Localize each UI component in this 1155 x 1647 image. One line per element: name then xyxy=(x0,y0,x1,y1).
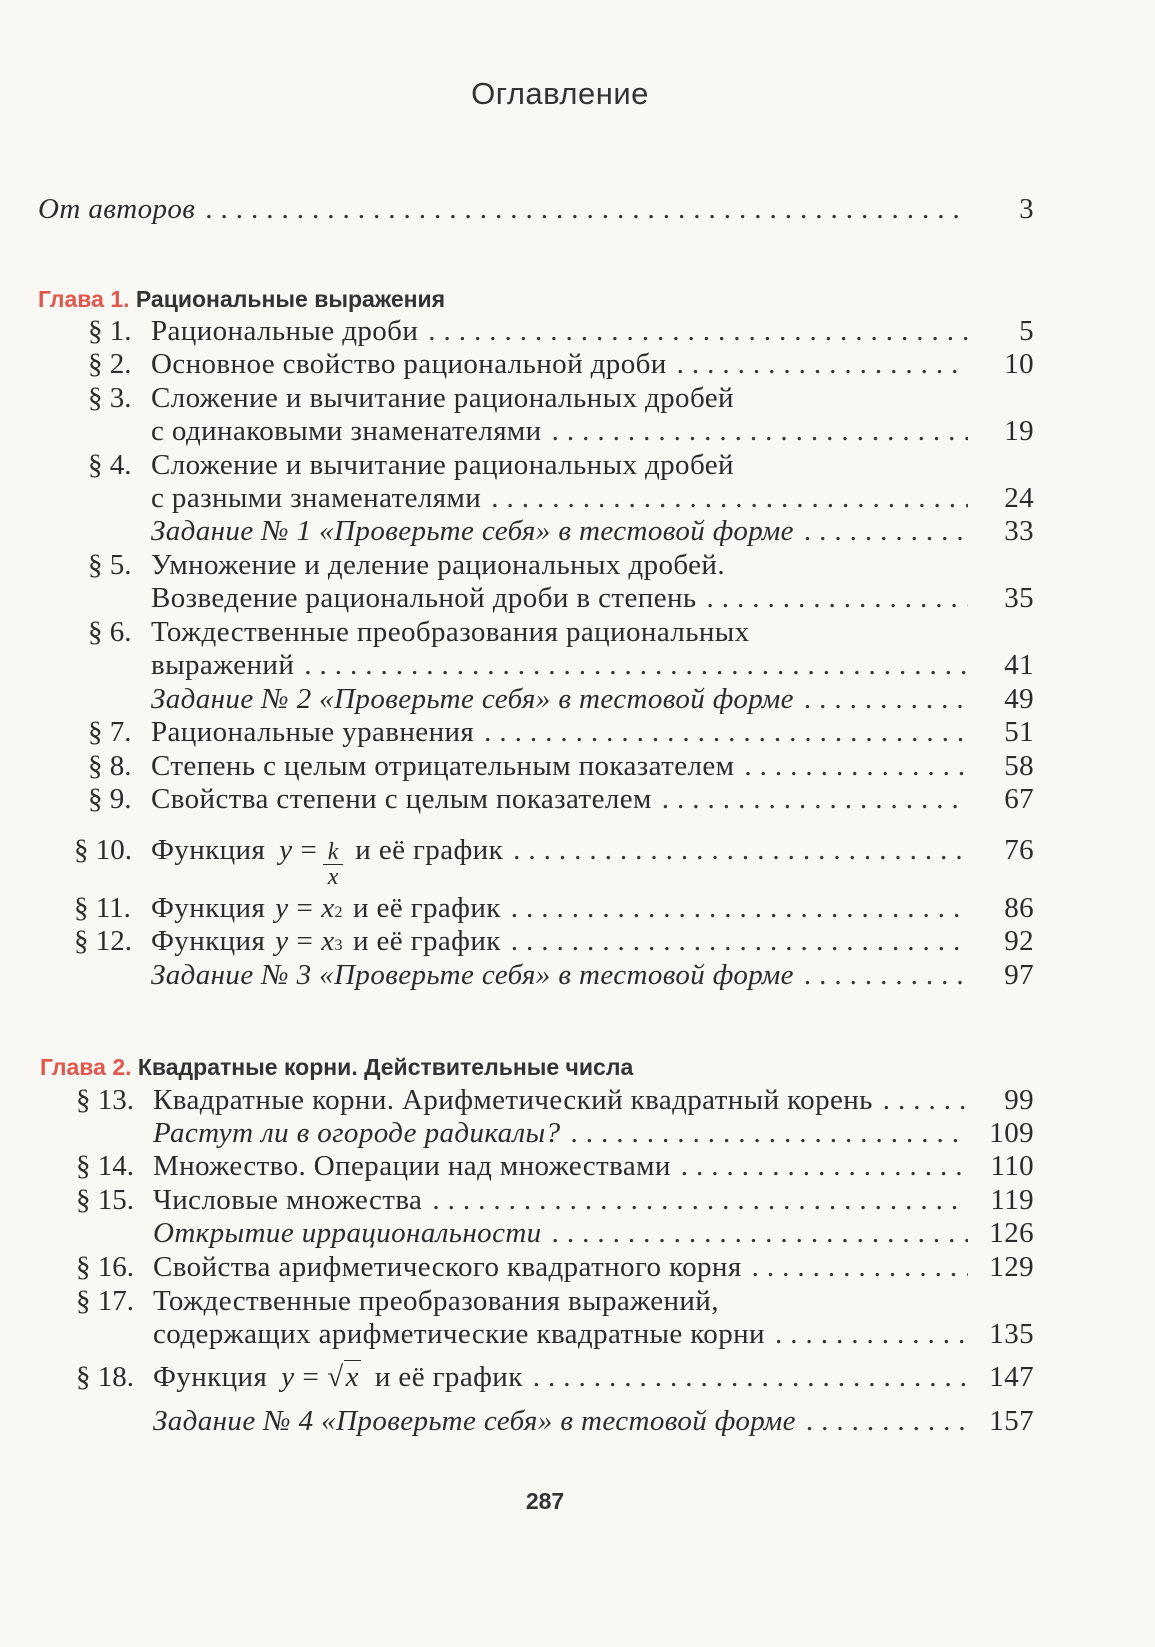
chapter-label: Глава 1. xyxy=(38,286,130,312)
entry-text-pre: Функция xyxy=(151,834,266,866)
entry-text: Задание № 2 «Проверьте себя» в тестовой форме xyxy=(151,683,794,715)
entry-text: Умножение и деление рациональных дробей. xyxy=(151,549,725,581)
dot-leader xyxy=(804,958,968,992)
toc-entry-s3[interactable] xyxy=(88,381,1034,415)
entry-text: Основное свойство рациональной дроби xyxy=(151,348,667,380)
toc-entry-s15[interactable] xyxy=(76,1183,1034,1217)
entry-page: 24 xyxy=(1004,482,1034,514)
entry-text: Свойства степени с целым показателем xyxy=(151,783,652,815)
math-base: x xyxy=(321,925,335,957)
entry-text-post: и её график xyxy=(355,834,504,866)
entry-text: Сложение и вычитание рациональных дробей xyxy=(151,449,734,481)
math-sqrt xyxy=(327,1360,361,1394)
entry-page: 10 xyxy=(1004,348,1034,380)
math-y: y xyxy=(279,834,293,866)
dot-leader xyxy=(491,481,968,515)
entry-text-post: и её график xyxy=(374,1361,523,1393)
dot-leader xyxy=(707,581,968,615)
section-number: § 7. xyxy=(88,716,132,748)
dot-leader xyxy=(205,192,968,226)
radicand: x xyxy=(345,1361,359,1393)
entry-text-pre: Функция xyxy=(151,925,266,957)
entry-text: Степень с целым отрицательным показателем xyxy=(151,750,735,782)
page-title: Оглавление xyxy=(471,76,649,111)
math-base: x xyxy=(321,892,335,924)
entry-page: 135 xyxy=(989,1318,1034,1350)
toc-entry-intro[interactable] xyxy=(38,192,1034,226)
entry-page: 33 xyxy=(1004,515,1034,547)
section-number: § 13. xyxy=(76,1084,134,1116)
toc-entry-s2[interactable] xyxy=(88,347,1034,381)
math-y: y xyxy=(275,892,289,924)
section-number: § 16. xyxy=(76,1251,134,1283)
dot-leader xyxy=(804,514,968,548)
section-number: § 8. xyxy=(88,750,132,782)
entry-page: 35 xyxy=(1004,582,1034,614)
section-number: § 17. xyxy=(76,1285,134,1317)
section-number: § 11. xyxy=(74,892,131,924)
chapter-heading-2[interactable] xyxy=(40,1052,633,1082)
toc-entry-s6-cont[interactable] xyxy=(88,648,1034,682)
toc-entry-s8[interactable] xyxy=(88,749,1034,783)
toc-entry-task4[interactable] xyxy=(76,1404,1034,1438)
toc-entry-s13[interactable] xyxy=(76,1083,1034,1117)
entry-text: Тождественные преобразования рациональных xyxy=(151,616,750,648)
entry-page: 76 xyxy=(1004,834,1034,866)
toc-entry-s10[interactable] xyxy=(74,833,1034,890)
toc-entry-task3[interactable] xyxy=(88,958,1034,992)
entry-page: 157 xyxy=(989,1405,1034,1437)
entry-text: Задание № 1 «Проверьте себя» в тестовой форме xyxy=(151,515,794,547)
entry-text: Открытие иррациональности xyxy=(153,1217,542,1249)
toc-entry-extra2[interactable] xyxy=(76,1216,1034,1250)
section-number: § 2. xyxy=(88,348,132,380)
dot-leader xyxy=(304,648,968,682)
toc-entry-s4[interactable] xyxy=(88,448,1034,482)
entry-page: 109 xyxy=(989,1117,1034,1149)
dot-leader xyxy=(533,1360,968,1394)
section-number: § 14. xyxy=(76,1150,134,1182)
math-equals: = xyxy=(300,834,318,866)
toc-entry-s11[interactable] xyxy=(74,891,1034,925)
entry-text: Задание № 4 «Проверьте себя» в тестовой форме xyxy=(153,1405,796,1437)
dot-leader xyxy=(513,833,968,867)
entry-text-pre: Функция xyxy=(151,892,266,924)
dot-leader xyxy=(662,782,968,816)
fraction-denominator: x xyxy=(327,864,339,890)
dot-leader xyxy=(511,891,968,925)
toc-entry-s17-cont[interactable] xyxy=(76,1317,1034,1351)
toc-entry-extra1[interactable] xyxy=(76,1116,1034,1150)
entry-text: Тождественные преобразования выражений, xyxy=(153,1285,719,1317)
toc-entry-s5[interactable] xyxy=(88,548,1034,582)
fraction-numerator: k xyxy=(327,839,339,865)
dot-leader xyxy=(677,347,968,381)
fraction-k-over-x xyxy=(323,840,343,889)
dot-leader xyxy=(775,1317,968,1351)
math-equals: = xyxy=(296,925,314,957)
toc-entry-s4-cont[interactable] xyxy=(88,481,1034,515)
entry-page: 97 xyxy=(1004,959,1034,991)
entry-text: От авторов xyxy=(38,193,196,225)
dot-leader xyxy=(552,1216,968,1250)
entry-page: 51 xyxy=(1004,716,1034,748)
dot-leader xyxy=(883,1083,968,1117)
section-number: § 18. xyxy=(76,1361,134,1393)
toc-entry-s7[interactable] xyxy=(88,715,1034,749)
entry-page: 19 xyxy=(1004,415,1034,447)
entry-page: 99 xyxy=(1004,1084,1034,1116)
section-number: § 1. xyxy=(88,315,132,347)
section-number: § 12. xyxy=(74,925,132,957)
toc-entry-s16[interactable] xyxy=(76,1250,1034,1284)
toc-entry-s12[interactable] xyxy=(74,924,1034,958)
toc-entry-s1[interactable] xyxy=(88,314,1034,348)
dot-leader xyxy=(511,924,968,958)
entry-page: 41 xyxy=(1004,649,1034,681)
section-number: § 9. xyxy=(88,783,132,815)
math-equals: = xyxy=(302,1361,320,1393)
section-number: § 6. xyxy=(88,616,132,648)
toc-entry-s9[interactable] xyxy=(88,782,1034,816)
toc-entry-s3-cont[interactable] xyxy=(88,414,1034,448)
chapter-label: Глава 2. xyxy=(40,1054,132,1080)
entry-text: Задание № 3 «Проверьте себя» в тестовой форме xyxy=(151,959,794,991)
entry-page: 67 xyxy=(1004,783,1034,815)
radical-sign: √ xyxy=(327,1361,344,1393)
section-number: § 15. xyxy=(76,1184,134,1216)
toc-entry-s5-cont[interactable] xyxy=(88,581,1034,615)
entry-text: с разными знаменателями xyxy=(151,482,482,514)
dot-leader xyxy=(744,749,968,783)
page-number: 287 xyxy=(525,1488,565,1514)
toc-entry-s6[interactable] xyxy=(88,615,1034,649)
toc-entry-s17[interactable] xyxy=(76,1284,1034,1318)
entry-page: 3 xyxy=(1019,193,1034,225)
entry-page: 49 xyxy=(1004,683,1034,715)
entry-text: выражений xyxy=(151,649,295,681)
dot-leader xyxy=(552,414,968,448)
dot-leader xyxy=(806,1404,968,1438)
chapter-name: Рациональные выражения xyxy=(135,286,446,312)
toc-entry-s18[interactable] xyxy=(76,1360,1034,1394)
dot-leader xyxy=(681,1149,968,1183)
math-y: y xyxy=(275,925,289,957)
entry-text: с одинаковыми знаменателями xyxy=(151,415,542,447)
math-equals: = xyxy=(296,892,314,924)
dot-leader xyxy=(484,715,968,749)
entry-text: Возведение рациональной дроби в степень xyxy=(151,582,697,614)
entry-page: 58 xyxy=(1004,750,1034,782)
entry-text: Растут ли в огороде радикалы? xyxy=(153,1117,561,1149)
entry-text-pre: Функция xyxy=(153,1361,268,1393)
section-number: § 4. xyxy=(88,449,132,481)
entry-text-post: и её график xyxy=(352,892,501,924)
entry-text: Рациональные дроби xyxy=(151,315,419,347)
entry-text: Множество. Операции над множествами xyxy=(153,1150,671,1182)
section-number: § 3. xyxy=(88,382,132,414)
entry-text: содержащих арифметические квадратные корни xyxy=(153,1318,765,1350)
dot-leader xyxy=(428,314,968,348)
entry-page: 5 xyxy=(1019,315,1034,347)
entry-page: 119 xyxy=(990,1184,1034,1216)
entry-text: Свойства арифметического квадратного корня xyxy=(153,1251,742,1283)
math-y: y xyxy=(281,1361,295,1393)
dot-leader xyxy=(752,1250,968,1284)
entry-page: 86 xyxy=(1004,892,1034,924)
dot-leader xyxy=(804,682,968,716)
entry-text-post: и её график xyxy=(352,925,501,957)
entry-text: Сложение и вычитание рациональных дробей xyxy=(151,382,734,414)
entry-page: 126 xyxy=(989,1217,1034,1249)
section-number: § 5. xyxy=(88,549,132,581)
entry-text: Рациональные уравнения xyxy=(151,716,475,748)
toc-entry-task1[interactable] xyxy=(88,514,1034,548)
chapter-heading-1[interactable] xyxy=(38,284,445,314)
entry-page: 147 xyxy=(989,1361,1034,1393)
math-exponent: 3 xyxy=(334,937,343,954)
dot-leader xyxy=(570,1116,968,1150)
section-number: § 10. xyxy=(74,834,132,866)
toc-entry-task2[interactable] xyxy=(88,682,1034,716)
entry-page: 92 xyxy=(1004,925,1034,957)
chapter-name: Квадратные корни. Действительные числа xyxy=(137,1054,634,1080)
entry-page: 129 xyxy=(989,1251,1034,1283)
toc-entry-s14[interactable] xyxy=(76,1149,1034,1183)
dot-leader xyxy=(432,1183,968,1217)
entry-text: Числовые множества xyxy=(153,1184,423,1216)
entry-page: 110 xyxy=(990,1150,1034,1182)
math-exponent: 2 xyxy=(334,904,343,921)
entry-text: Квадратные корни. Арифметический квадратный корень xyxy=(153,1084,873,1116)
